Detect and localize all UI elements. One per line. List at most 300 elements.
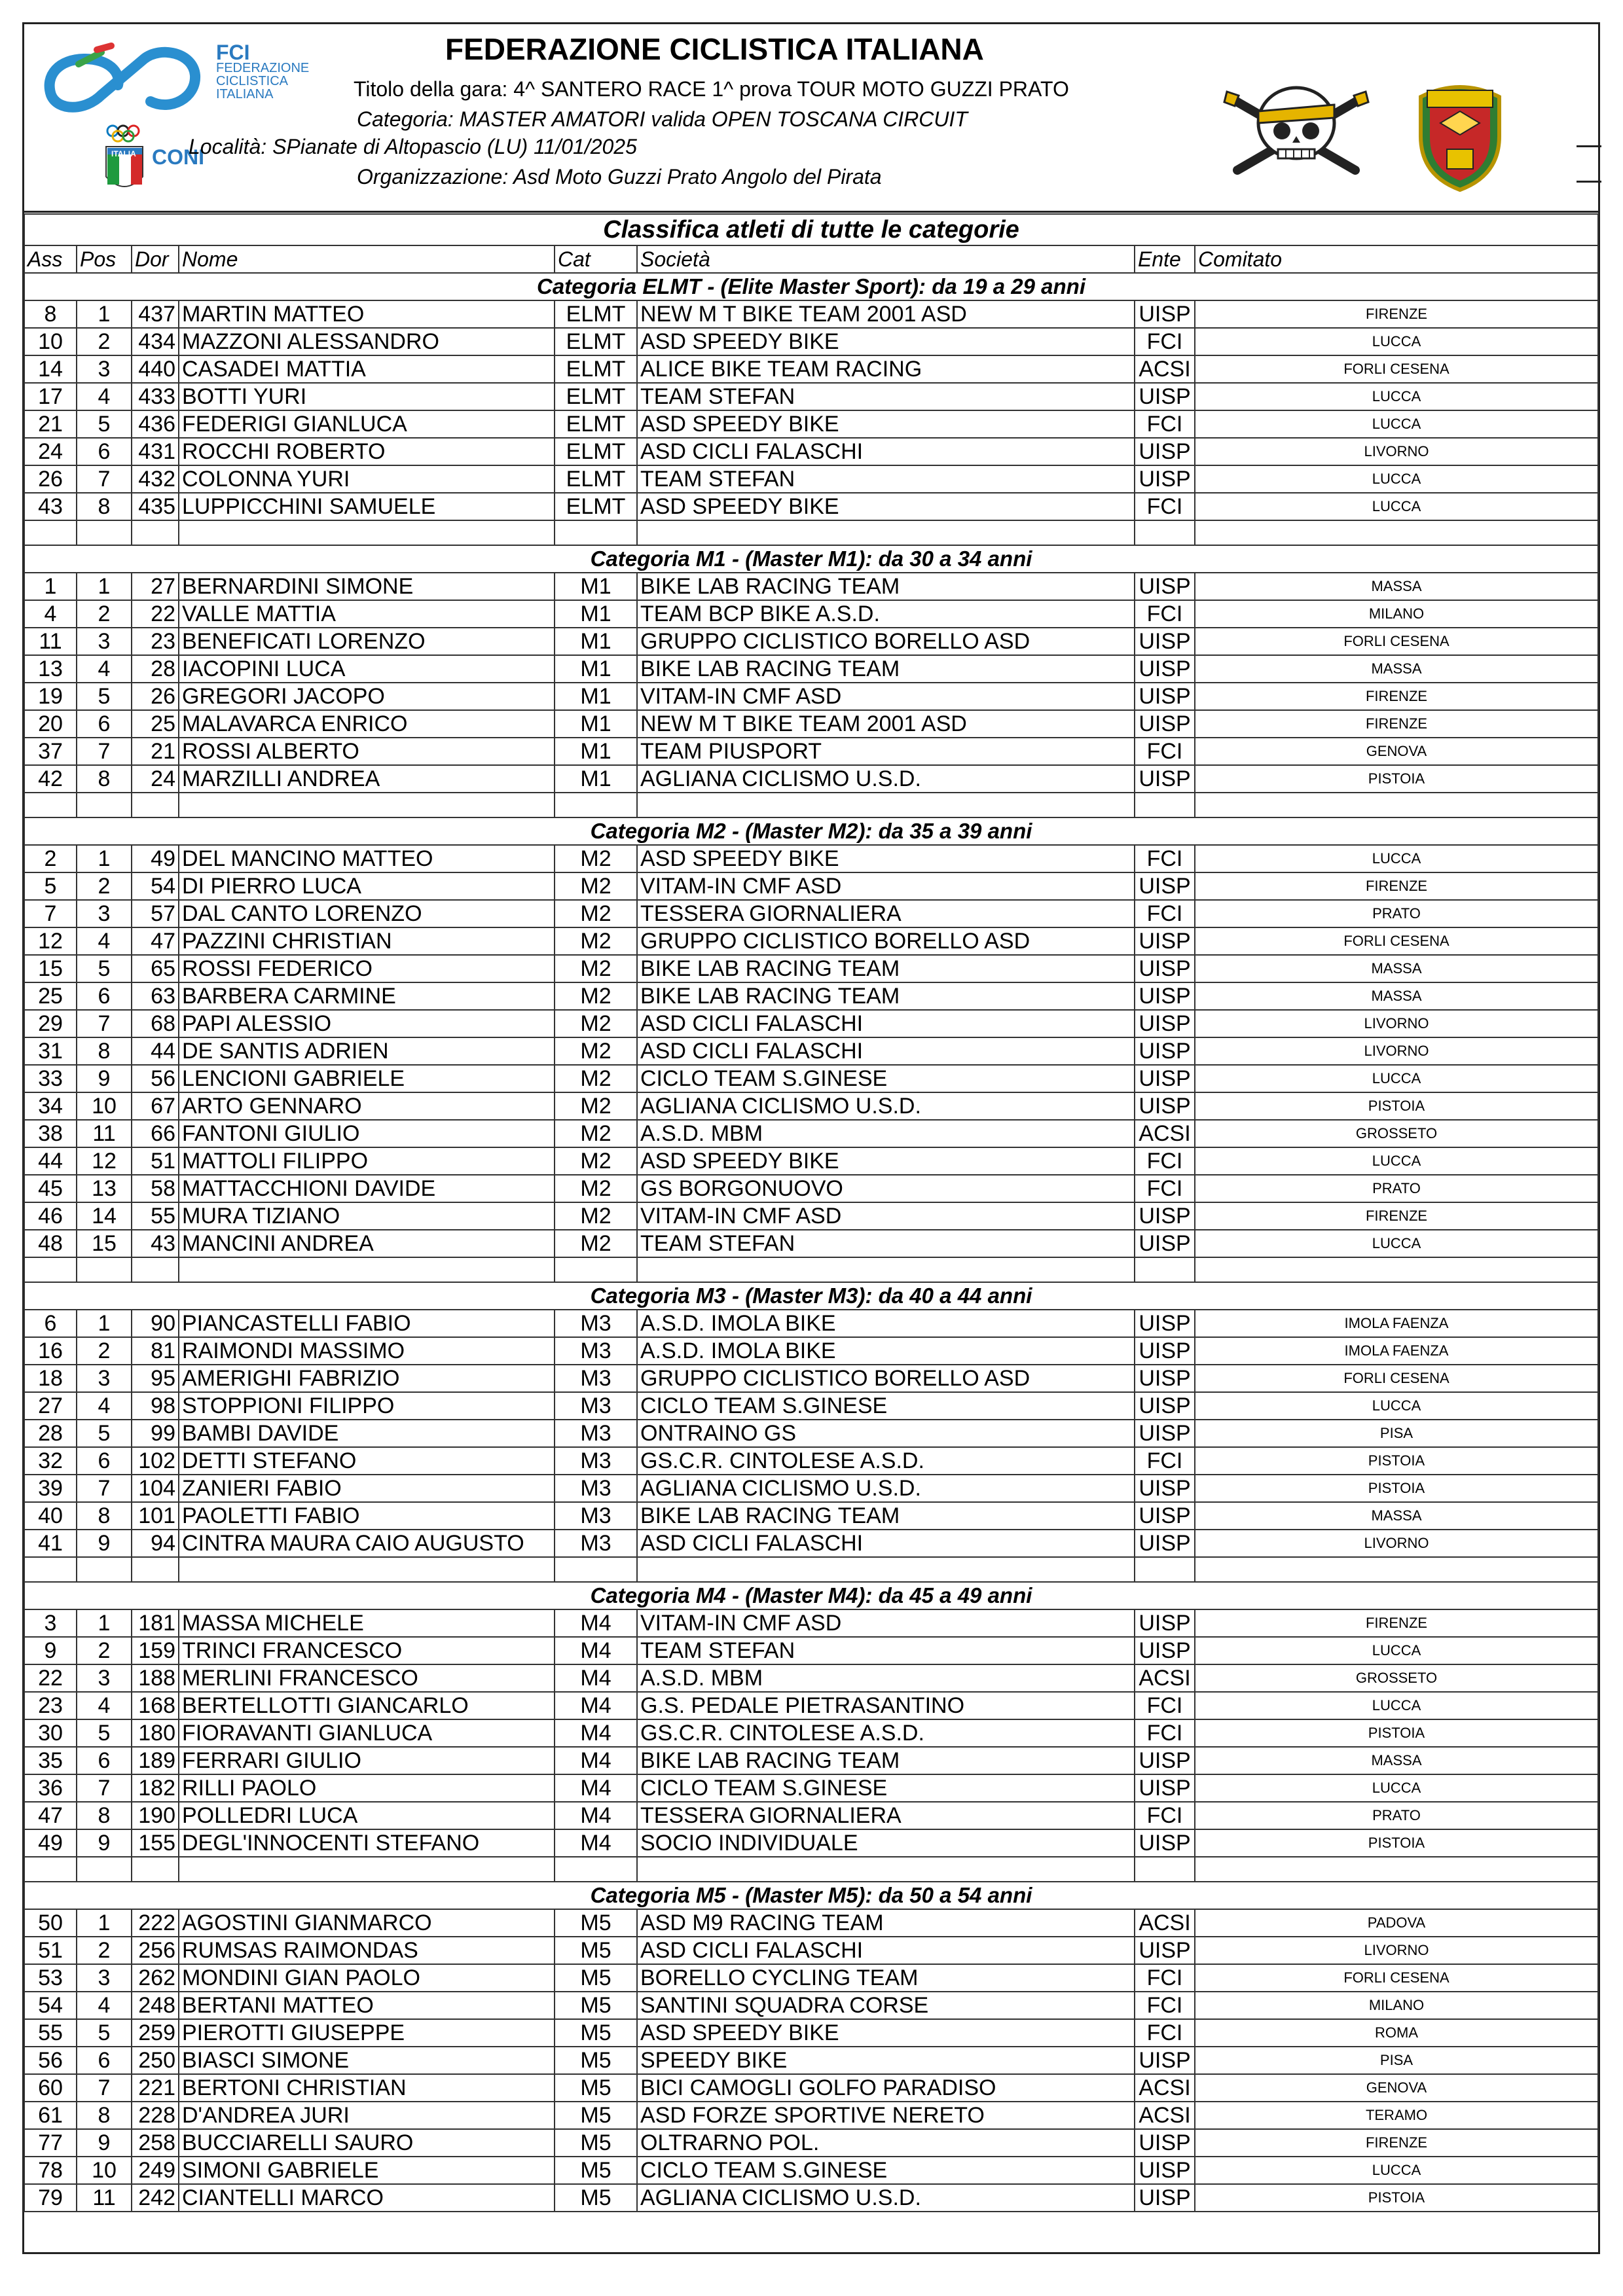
empty-cell — [132, 793, 179, 817]
ass-cell: 9 — [24, 1637, 77, 1664]
name-cell: PIANCASTELLI FABIO — [179, 1310, 555, 1337]
dor-cell: 57 — [132, 900, 179, 927]
race-location: Località: SPianate di Altopascio (LU) 11/01/2025 — [189, 135, 637, 158]
cat-cell: M5 — [555, 2129, 637, 2157]
ass-cell: 26 — [24, 465, 77, 493]
name-cell: MASSA MICHELE — [179, 1609, 555, 1637]
team-cell: VITAM-IN CMF ASD — [637, 872, 1135, 900]
table-row — [24, 1909, 1598, 1937]
ass-cell: 47 — [24, 1802, 77, 1829]
ente-cell: UISP — [1135, 982, 1195, 1010]
ass-cell: 10 — [24, 328, 77, 355]
dor-cell: 67 — [132, 1092, 179, 1120]
spacer-row — [24, 1257, 1598, 1282]
ass-cell: 3 — [24, 1609, 77, 1637]
ass-cell: 6 — [24, 1310, 77, 1337]
comitato-cell: PISTOIA — [1195, 1475, 1598, 1502]
pos-cell: 6 — [77, 1747, 132, 1774]
pos-cell: 8 — [77, 2102, 132, 2129]
name-cell: AMERIGHI FABRIZIO — [179, 1365, 555, 1392]
empty-cell — [179, 520, 555, 545]
comitato-cell: LUCCA — [1195, 1065, 1598, 1092]
name-cell: MARTIN MATTEO — [179, 300, 555, 328]
cat-cell: M2 — [555, 900, 637, 927]
dor-cell: 189 — [132, 1747, 179, 1774]
cat-cell: M2 — [555, 872, 637, 900]
dor-cell: 180 — [132, 1719, 179, 1747]
comitato-cell: LUCCA — [1195, 1147, 1598, 1175]
dor-cell: 44 — [132, 1037, 179, 1065]
ass-cell: 55 — [24, 2019, 77, 2047]
team-cell: ASD SPEEDY BIKE — [637, 1147, 1135, 1175]
ente-cell: UISP — [1135, 438, 1195, 465]
name-cell: ZANIERI FABIO — [179, 1475, 555, 1502]
pos-cell: 4 — [77, 1392, 132, 1420]
ente-cell: UISP — [1135, 2184, 1195, 2212]
dor-cell: 25 — [132, 710, 179, 738]
cat-cell: ELMT — [555, 410, 637, 438]
ente-cell: UISP — [1135, 1774, 1195, 1802]
table-row — [24, 1310, 1598, 1337]
table-row — [24, 1147, 1598, 1175]
team-cell: ASD M9 RACING TEAM — [637, 1909, 1135, 1937]
cat-cell: M5 — [555, 2157, 637, 2184]
empty-cell — [1135, 1557, 1195, 1582]
team-cell: ASD CICLI FALASCHI — [637, 1037, 1135, 1065]
cat-cell: M3 — [555, 1420, 637, 1447]
name-cell: MERLINI FRANCESCO — [179, 1664, 555, 1692]
table-row — [24, 1637, 1598, 1664]
ass-cell: 20 — [24, 710, 77, 738]
team-cell: CICLO TEAM S.GINESE — [637, 1392, 1135, 1420]
ente-cell: ACSI — [1135, 1120, 1195, 1147]
team-cell: BORELLO CYCLING TEAM — [637, 1964, 1135, 1992]
ass-cell: 53 — [24, 1964, 77, 1992]
dor-cell: 95 — [132, 1365, 179, 1392]
pos-cell: 3 — [77, 1964, 132, 1992]
table-row — [24, 2074, 1598, 2102]
name-cell: RAIMONDI MASSIMO — [179, 1337, 555, 1365]
pos-cell: 8 — [77, 1502, 132, 1530]
pos-cell: 4 — [77, 1992, 132, 2019]
pos-cell: 8 — [77, 1037, 132, 1065]
cat-cell: ELMT — [555, 300, 637, 328]
comitato-cell: GENOVA — [1195, 2074, 1598, 2102]
col-header: Pos — [77, 245, 132, 273]
ass-cell: 60 — [24, 2074, 77, 2102]
comitato-cell: FORLI CESENA — [1195, 1365, 1598, 1392]
name-cell: MATTACCHIONI DAVIDE — [179, 1175, 555, 1202]
ass-cell: 12 — [24, 927, 77, 955]
pos-cell: 7 — [77, 738, 132, 765]
cat-cell: M4 — [555, 1692, 637, 1719]
cat-cell: M5 — [555, 1909, 637, 1937]
cat-cell: M5 — [555, 2184, 637, 2212]
ente-cell: FCI — [1135, 1692, 1195, 1719]
comitato-cell: LIVORNO — [1195, 438, 1598, 465]
cat-cell: M3 — [555, 1502, 637, 1530]
team-cell: AGLIANA CICLISMO U.S.D. — [637, 2184, 1135, 2212]
ass-cell: 2 — [24, 845, 77, 872]
dor-cell: 181 — [132, 1609, 179, 1637]
ass-cell: 33 — [24, 1065, 77, 1092]
page-title: FEDERAZIONE CICLISTICA ITALIANA — [445, 32, 984, 66]
pos-cell: 8 — [77, 765, 132, 793]
cat-cell: M5 — [555, 2074, 637, 2102]
ente-cell: UISP — [1135, 2047, 1195, 2074]
ente-cell: UISP — [1135, 1230, 1195, 1257]
table-row — [24, 1420, 1598, 1447]
empty-cell — [24, 1857, 77, 1882]
cat-cell: M5 — [555, 1992, 637, 2019]
empty-cell — [1195, 793, 1598, 817]
ente-cell: UISP — [1135, 655, 1195, 683]
table-row — [24, 1664, 1598, 1692]
name-cell: FERRARI GIULIO — [179, 1747, 555, 1774]
table-row — [24, 1092, 1598, 1120]
empty-cell — [637, 1557, 1135, 1582]
name-cell: MONDINI GIAN PAOLO — [179, 1964, 555, 1992]
pos-cell: 8 — [77, 493, 132, 520]
cat-cell: M3 — [555, 1475, 637, 1502]
comitato-cell: PISTOIA — [1195, 1719, 1598, 1747]
comitato-cell: FIRENZE — [1195, 2129, 1598, 2157]
empty-cell — [24, 520, 77, 545]
table-row — [24, 2184, 1598, 2212]
ente-cell: UISP — [1135, 465, 1195, 493]
dor-cell: 188 — [132, 1664, 179, 1692]
comitato-cell: FIRENZE — [1195, 710, 1598, 738]
comitato-cell: MASSA — [1195, 573, 1598, 600]
empty-cell — [77, 1557, 132, 1582]
dor-cell: 51 — [132, 1147, 179, 1175]
ente-cell: UISP — [1135, 1747, 1195, 1774]
comitato-cell: FORLI CESENA — [1195, 927, 1598, 955]
team-cell: AGLIANA CICLISMO U.S.D. — [637, 765, 1135, 793]
table-row — [24, 1530, 1598, 1557]
team-cell: TEAM STEFAN — [637, 383, 1135, 410]
name-cell: BARBERA CARMINE — [179, 982, 555, 1010]
ass-cell: 43 — [24, 493, 77, 520]
empty-cell — [555, 1857, 637, 1882]
ass-cell: 14 — [24, 355, 77, 383]
fci-logo-icon — [39, 39, 210, 124]
cat-cell: M2 — [555, 1037, 637, 1065]
italia-label: ITALIA — [111, 149, 136, 158]
dor-cell: 221 — [132, 2074, 179, 2102]
empty-cell — [555, 1257, 637, 1282]
comitato-cell: PISTOIA — [1195, 1092, 1598, 1120]
team-cell: BICI CAMOGLI GOLFO PARADISO — [637, 2074, 1135, 2102]
team-cell: ONTRAINO GS — [637, 1420, 1135, 1447]
team-cell: SOCIO INDIVIDUALE — [637, 1829, 1135, 1857]
pos-cell: 9 — [77, 1530, 132, 1557]
dor-cell: 56 — [132, 1065, 179, 1092]
dor-cell: 182 — [132, 1774, 179, 1802]
table-row — [24, 738, 1598, 765]
dor-cell: 436 — [132, 410, 179, 438]
empty-cell — [1135, 1857, 1195, 1882]
ass-cell: 1 — [24, 573, 77, 600]
cat-cell: M4 — [555, 1774, 637, 1802]
pos-cell: 5 — [77, 1719, 132, 1747]
ass-cell: 41 — [24, 1530, 77, 1557]
cat-cell: M4 — [555, 1664, 637, 1692]
team-cell: VITAM-IN CMF ASD — [637, 1609, 1135, 1637]
dor-cell: 65 — [132, 955, 179, 982]
table-row — [24, 955, 1598, 982]
comitato-cell: FORLI CESENA — [1195, 355, 1598, 383]
dor-cell: 99 — [132, 1420, 179, 1447]
name-cell: ROSSI ALBERTO — [179, 738, 555, 765]
name-cell: ROSSI FEDERICO — [179, 955, 555, 982]
category-header-row — [24, 1582, 1598, 1609]
name-cell: ROCCHI ROBERTO — [179, 438, 555, 465]
pos-cell: 7 — [77, 1475, 132, 1502]
col-header: Dor — [132, 245, 179, 273]
empty-cell — [179, 1857, 555, 1882]
comitato-cell: GROSSETO — [1195, 1664, 1598, 1692]
race-title: Titolo della gara: 4^ SANTERO RACE 1^ prova TOUR MOTO GUZZI PRATO — [354, 77, 1069, 101]
team-cell: CICLO TEAM S.GINESE — [637, 1774, 1135, 1802]
team-cell: A.S.D. MBM — [637, 1664, 1135, 1692]
table-row — [24, 872, 1598, 900]
pos-cell: 7 — [77, 465, 132, 493]
empty-cell — [1195, 1857, 1598, 1882]
team-cell: ASD SPEEDY BIKE — [637, 328, 1135, 355]
comitato-cell: LUCCA — [1195, 1692, 1598, 1719]
table-row — [24, 1447, 1598, 1475]
comitato-cell: MASSA — [1195, 1502, 1598, 1530]
table-row — [24, 1964, 1598, 1992]
ente-cell: ACSI — [1135, 355, 1195, 383]
pos-cell: 14 — [77, 1202, 132, 1230]
comitato-cell: LUCCA — [1195, 2157, 1598, 2184]
team-cell: TESSERA GIORNALIERA — [637, 1802, 1135, 1829]
table-row — [24, 2129, 1598, 2157]
comitato-cell: FIRENZE — [1195, 1609, 1598, 1637]
dor-cell: 49 — [132, 845, 179, 872]
dor-cell: 242 — [132, 2184, 179, 2212]
name-cell: CASADEI MATTIA — [179, 355, 555, 383]
side-mark — [1577, 145, 1601, 147]
comitato-cell: PISA — [1195, 1420, 1598, 1447]
comitato-cell: LUCCA — [1195, 410, 1598, 438]
pos-cell: 1 — [77, 845, 132, 872]
cat-cell: M2 — [555, 1092, 637, 1120]
ass-cell: 11 — [24, 628, 77, 655]
ente-cell: FCI — [1135, 1802, 1195, 1829]
fci-logo-text: FCI — [216, 41, 250, 64]
name-cell: CIANTELLI MARCO — [179, 2184, 555, 2212]
cat-cell: M3 — [555, 1392, 637, 1420]
table-row — [24, 927, 1598, 955]
empty-cell — [1135, 793, 1195, 817]
empty-cell — [179, 1257, 555, 1282]
team-cell: TEAM STEFAN — [637, 1230, 1135, 1257]
empty-cell — [555, 520, 637, 545]
table-row — [24, 383, 1598, 410]
dor-cell: 63 — [132, 982, 179, 1010]
ente-cell: UISP — [1135, 1637, 1195, 1664]
ass-cell: 25 — [24, 982, 77, 1010]
fci-logo-line: ITALIANA — [216, 87, 274, 101]
table-row — [24, 1010, 1598, 1037]
dor-cell: 101 — [132, 1502, 179, 1530]
ente-cell: FCI — [1135, 1992, 1195, 2019]
pos-cell: 5 — [77, 410, 132, 438]
dor-cell: 90 — [132, 1310, 179, 1337]
pos-cell: 5 — [77, 683, 132, 710]
table-row — [24, 1774, 1598, 1802]
pos-cell: 3 — [77, 355, 132, 383]
table-row — [24, 1337, 1598, 1365]
ass-cell: 28 — [24, 1420, 77, 1447]
header-divider — [22, 211, 1600, 213]
team-cell: SANTINI SQUADRA CORSE — [637, 1992, 1135, 2019]
dor-cell: 54 — [132, 872, 179, 900]
ente-cell: UISP — [1135, 1202, 1195, 1230]
table-row — [24, 600, 1598, 628]
race-organizer: Organizzazione: Asd Moto Guzzi Prato Angolo del Pirata — [357, 165, 882, 188]
table-row — [24, 1475, 1598, 1502]
table-row — [24, 1692, 1598, 1719]
table-row — [24, 1802, 1598, 1829]
table-row — [24, 1230, 1598, 1257]
comitato-cell: PISTOIA — [1195, 1447, 1598, 1475]
dor-cell: 98 — [132, 1392, 179, 1420]
dor-cell: 435 — [132, 493, 179, 520]
side-mark — [1577, 181, 1601, 183]
pos-cell: 4 — [77, 1692, 132, 1719]
comitato-cell: PRATO — [1195, 1802, 1598, 1829]
name-cell: FEDERIGI GIANLUCA — [179, 410, 555, 438]
cat-cell: M5 — [555, 1937, 637, 1964]
dor-cell: 102 — [132, 1447, 179, 1475]
fci-wordmark — [216, 41, 310, 101]
col-header: Cat — [555, 245, 637, 273]
empty-cell — [637, 1257, 1135, 1282]
dor-cell: 228 — [132, 2102, 179, 2129]
ass-cell: 23 — [24, 1692, 77, 1719]
cat-cell: ELMT — [555, 328, 637, 355]
dor-cell: 259 — [132, 2019, 179, 2047]
cat-cell: M4 — [555, 1609, 637, 1637]
team-cell: ASD SPEEDY BIKE — [637, 2019, 1135, 2047]
ass-cell: 17 — [24, 383, 77, 410]
cat-cell: M1 — [555, 683, 637, 710]
empty-cell — [132, 520, 179, 545]
name-cell: DE SANTIS ADRIEN — [179, 1037, 555, 1065]
dor-cell: 168 — [132, 1692, 179, 1719]
team-cell: ASD CICLI FALASCHI — [637, 438, 1135, 465]
name-cell: MAZZONI ALESSANDRO — [179, 328, 555, 355]
name-cell: MURA TIZIANO — [179, 1202, 555, 1230]
team-cell: OLTRARNO POL. — [637, 2129, 1135, 2157]
ente-cell: UISP — [1135, 1609, 1195, 1637]
ass-cell: 38 — [24, 1120, 77, 1147]
comitato-cell: PADOVA — [1195, 1909, 1598, 1937]
cat-cell: M2 — [555, 1147, 637, 1175]
cat-cell: M3 — [555, 1365, 637, 1392]
ass-cell: 8 — [24, 300, 77, 328]
dor-cell: 81 — [132, 1337, 179, 1365]
name-cell: BOTTI YURI — [179, 383, 555, 410]
empty-cell — [1135, 1257, 1195, 1282]
comitato-cell: LUCCA — [1195, 383, 1598, 410]
comitato-cell: MASSA — [1195, 982, 1598, 1010]
comitato-cell: GROSSETO — [1195, 1120, 1598, 1147]
empty-cell — [24, 793, 77, 817]
ente-cell: UISP — [1135, 1037, 1195, 1065]
dor-cell: 21 — [132, 738, 179, 765]
pirate-skull-icon — [1218, 72, 1375, 183]
column-header-row — [24, 245, 1598, 273]
team-cell: ASD SPEEDY BIKE — [637, 410, 1135, 438]
comitato-cell: FORLI CESENA — [1195, 628, 1598, 655]
empty-cell — [179, 793, 555, 817]
pos-cell: 3 — [77, 1365, 132, 1392]
empty-cell — [77, 793, 132, 817]
ass-cell: 79 — [24, 2184, 77, 2212]
dor-cell: 159 — [132, 1637, 179, 1664]
table-row — [24, 410, 1598, 438]
comitato-cell: FIRENZE — [1195, 683, 1598, 710]
cat-cell: M2 — [555, 1202, 637, 1230]
ente-cell: UISP — [1135, 872, 1195, 900]
team-cell: A.S.D. MBM — [637, 1120, 1135, 1147]
dor-cell: 433 — [132, 383, 179, 410]
comitato-cell: LUCCA — [1195, 493, 1598, 520]
ass-cell: 13 — [24, 655, 77, 683]
pos-cell: 13 — [77, 1175, 132, 1202]
ass-cell: 7 — [24, 900, 77, 927]
ente-cell: UISP — [1135, 1010, 1195, 1037]
team-cell: BIKE LAB RACING TEAM — [637, 655, 1135, 683]
team-cell: ASD SPEEDY BIKE — [637, 845, 1135, 872]
ass-cell: 61 — [24, 2102, 77, 2129]
ass-cell: 4 — [24, 600, 77, 628]
pos-cell: 6 — [77, 1447, 132, 1475]
team-cell: GS.C.R. CINTOLESE A.S.D. — [637, 1719, 1135, 1747]
comitato-cell: MASSA — [1195, 655, 1598, 683]
team-cell: BIKE LAB RACING TEAM — [637, 1502, 1135, 1530]
table-row — [24, 465, 1598, 493]
name-cell: VALLE MATTIA — [179, 600, 555, 628]
cat-cell: ELMT — [555, 438, 637, 465]
name-cell: BUCCIARELLI SAURO — [179, 2129, 555, 2157]
dor-cell: 434 — [132, 328, 179, 355]
name-cell: POLLEDRI LUCA — [179, 1802, 555, 1829]
pos-cell: 3 — [77, 1664, 132, 1692]
comitato-cell: PISA — [1195, 2047, 1598, 2074]
category-title: Categoria M4 - (Master M4): da 45 a 49 anni — [24, 1582, 1598, 1609]
spacer-row — [24, 520, 1598, 545]
team-cell: GS BORGONUOVO — [637, 1175, 1135, 1202]
table-row — [24, 1719, 1598, 1747]
cat-cell: ELMT — [555, 383, 637, 410]
comitato-cell: FIRENZE — [1195, 872, 1598, 900]
comitato-cell: MASSA — [1195, 955, 1598, 982]
cat-cell: M5 — [555, 2047, 637, 2074]
name-cell: COLONNA YURI — [179, 465, 555, 493]
table-title: Classifica atleti di tutte le categorie — [24, 214, 1598, 245]
empty-cell — [77, 520, 132, 545]
ente-cell: ACSI — [1135, 2074, 1195, 2102]
name-cell: RILLI PAOLO — [179, 1774, 555, 1802]
ass-cell: 46 — [24, 1202, 77, 1230]
pos-cell: 9 — [77, 1065, 132, 1092]
